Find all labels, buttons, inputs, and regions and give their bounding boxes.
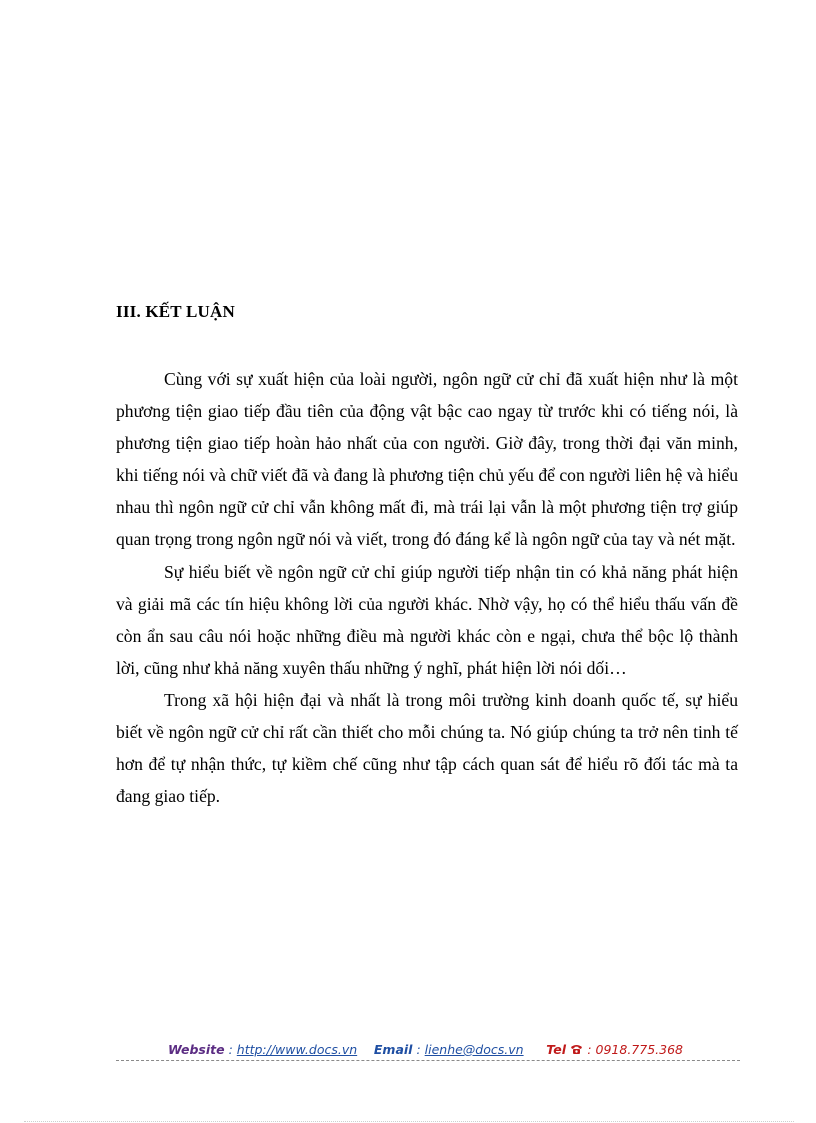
paragraph-2: Sự hiểu biết về ngôn ngữ cử chỉ giúp người tiếp nhận tin có khả năng phát hiện và giải mã các tín hiệu không lời của người khác. Nhờ vậy, họ có thể hiểu thấu vấn đề còn ẩn sau câu nói hoặc những điều mà người khác còn e ngại, chưa thể bộc lộ thành lời, cũng như khả năng xuyên thấu những ý nghĩ, phát hiện lời nói dối… <box>116 561 738 678</box>
paragraph-3: Trong xã hội hiện đại và nhất là trong môi trường kinh doanh quốc tế, sự hiểu biết về ngôn ngữ cử chỉ rất cần thiết cho mỗi chúng ta. Nó giúp chúng ta trở nên tinh tế hơn để tự nhận thức, tự kiềm chế cũng như tập cách quan sát để hiểu rõ đối tác mà ta đang giao tiếp. <box>116 689 738 807</box>
tel-separator: : <box>583 1042 596 1057</box>
footer-contact-line <box>168 1042 683 1057</box>
email-link[interactable]: lienhe@docs.vn <box>424 1042 524 1057</box>
website-separator: : <box>224 1042 237 1057</box>
section-heading: III. KẾT LUẬN <box>116 302 235 321</box>
phone-icon <box>570 1044 583 1055</box>
website-label: Website <box>168 1042 225 1057</box>
page-bottom-rule <box>24 1121 794 1122</box>
email-label: Email <box>373 1042 413 1057</box>
page-footer <box>116 1040 740 1061</box>
email-separator: : <box>412 1042 425 1057</box>
website-link[interactable]: http://www.docs.vn <box>236 1042 358 1057</box>
tel-label: Tel <box>546 1042 566 1057</box>
paragraph-1: Cùng với sự xuất hiện của loài người, ngôn ngữ cử chỉ đã xuất hiện như là một phương tiện giao tiếp đầu tiên của động vật bậc cao ngay từ trước khi có tiếng nói, là phương tiện giao tiếp hoàn hảo nhất của con người. Giờ đây, trong thời đại văn minh, khi tiếng nói và chữ viết đã và đang là phương tiện chủ yếu để con người liên hệ và hiểu nhau thì ngôn ngữ cử chỉ vẫn không mất đi, mà trái lại vẫn là một phương tiện trợ giúp quan trọng trong ngôn ngữ nói và viết, trong đó đáng kể là ngôn ngữ của tay và nét mặt. <box>116 369 738 550</box>
body-text <box>116 363 738 812</box>
tel-number: 0918.775.368 <box>595 1042 683 1057</box>
